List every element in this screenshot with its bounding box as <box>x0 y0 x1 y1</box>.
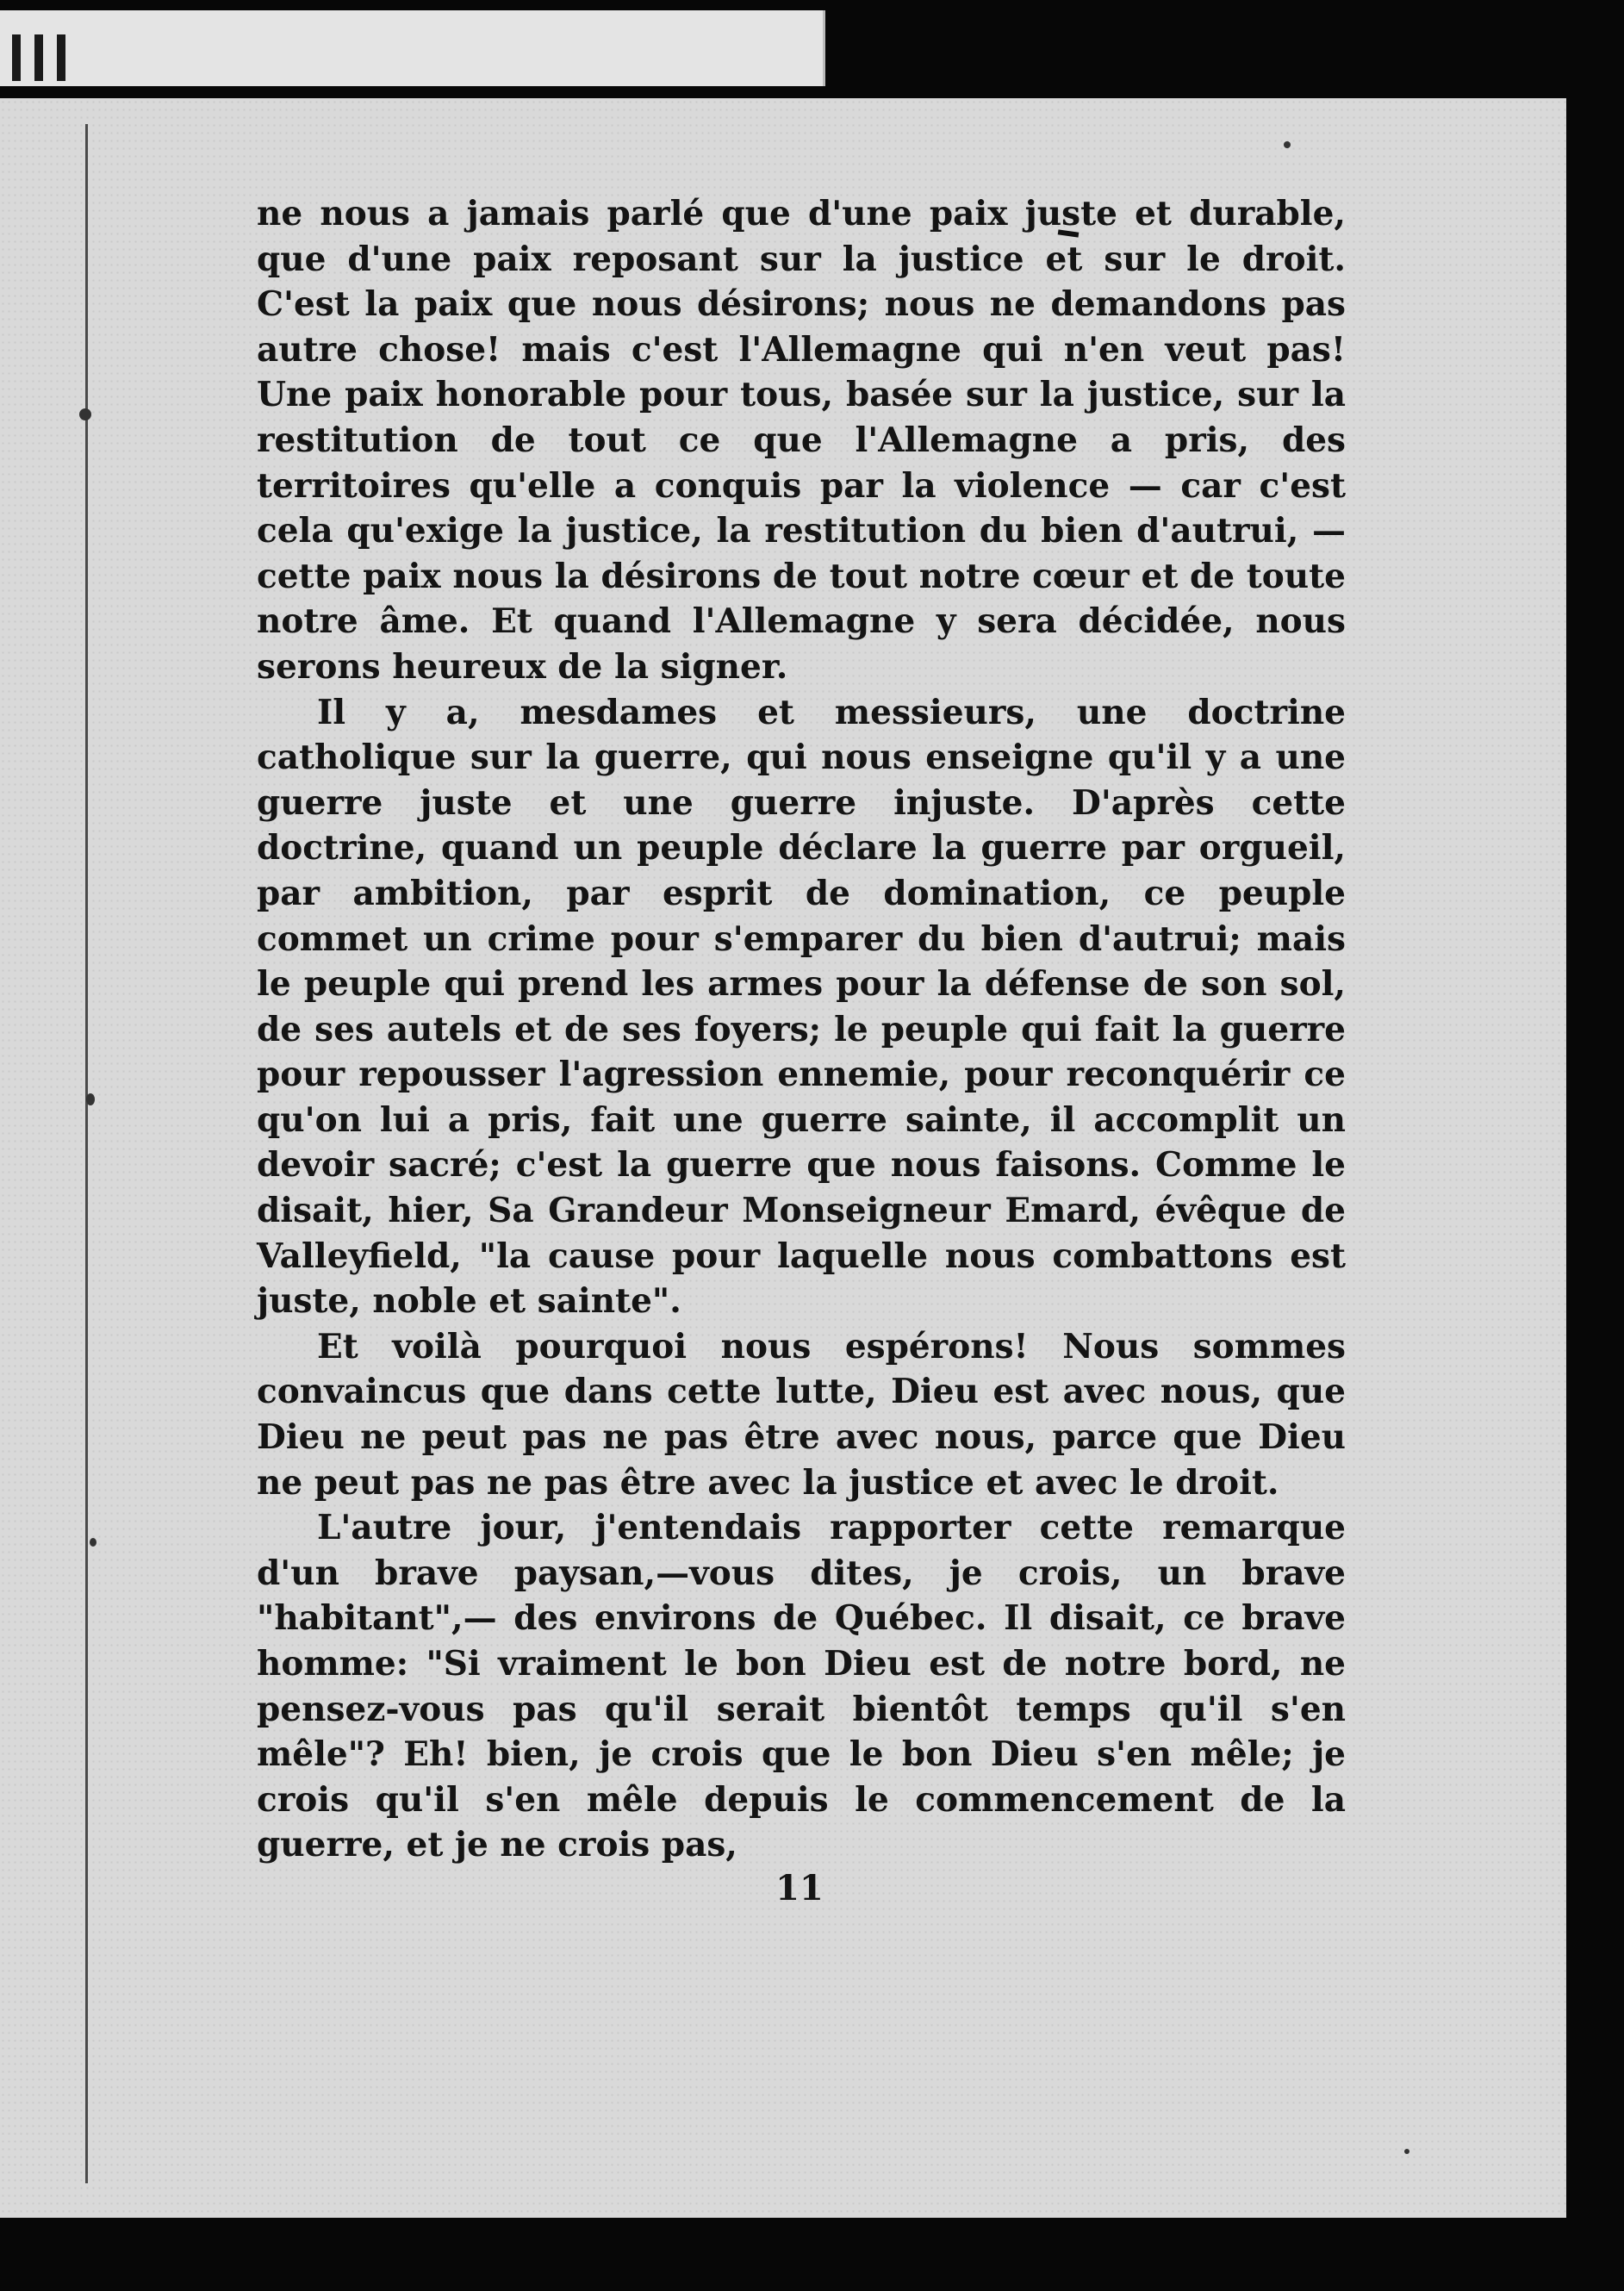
paragraph: L'autre jour, j'entendais rapporter cette remarque d'un brave paysan,—vous dites, je crois, un brave "habitant",— des environs de Québec. Il disait, ce brave homme: "Si vraiment le bon Dieu est de notre bord, ne pensez-vous pas qu'il serait bientôt temps qu'il s'en mêle"? Eh! bien, je crois que le bon Dieu s'en mêle; je crois qu'il s'en mêle depuis le commencement de la guerre, et je ne crois pas, <box>257 1508 1346 1865</box>
film-mark <box>34 34 43 81</box>
paragraph: Et voilà pourquoi nous espérons! Nous sommes convaincus que dans cette lutte, Dieu est avec nous, que Dieu ne peut pas ne pas être avec nous, parce que Dieu ne peut pas ne pas être avec la justice et avec le droit. <box>257 1326 1346 1503</box>
paragraph: Il y a, mesdames et messieurs, une doctrine catholique sur la guerre, qui nous enseigne qu'il y a une guerre juste et une guerre injuste. D'après cette doctrine, quand un peuple déclare la guerre par orgueil, par ambition, par esprit de domination, ce peuple commet un crime pour s'emparer du bien d'autrui; mais le peuple qui prend les armes pour la défense de son sol, de ses autels et de ses foyers; le peuple qui fait la guerre pour repousser l'agression ennemie, pour reconquérir ce qu'on lui a pris, fait une guerre sainte, il accomplit un devoir sacré; c'est la guerre que nous faisons. Comme le disait, hier, Sa Grandeur Monseigneur Emard, évêque de Valleyfield, "la cause pour laquelle nous combattons est juste, noble et sainte". <box>257 692 1346 1322</box>
paragraph: ne nous a jamais parlé que d'une paix juste et durable, que d'une paix reposant sur la justice et sur le droit. C'est la paix que nous désirons; nous ne demandons pas autre chose! mais c'est l'Allemagne qui n'en veut pas! Une paix honorable pour tous, basée sur la justice, sur la restitution de tout ce que l'Allemagne a pris, des territoires qu'elle a conquis par la violence — car c'est cela qu'exige la justice, la restitution du bien d'autrui, — cette paix nous la désirons de tout notre cœur et de toute notre âme. Et quand l'Allemagne y sera décidée, nous serons heureux de la signer. <box>257 194 1346 687</box>
film-mark <box>12 34 21 81</box>
ink-speck <box>90 1538 96 1547</box>
film-mark <box>57 34 65 81</box>
ink-speck <box>1404 2149 1409 2154</box>
film-header-strip <box>0 10 825 86</box>
ink-speck <box>79 408 91 420</box>
ink-speck <box>86 1093 95 1105</box>
body-text <box>257 191 1346 1868</box>
page-number: 11 <box>775 1868 824 1908</box>
ink-speck <box>1284 141 1291 148</box>
page-fold-line <box>85 124 88 2183</box>
